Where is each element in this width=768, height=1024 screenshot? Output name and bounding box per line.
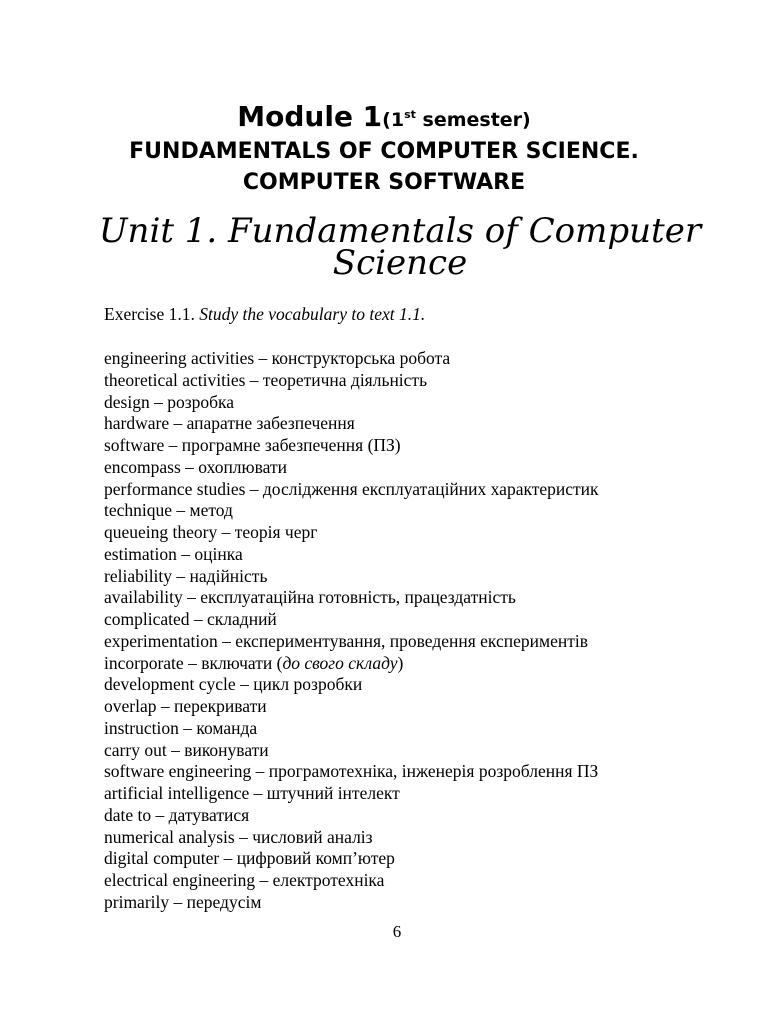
exercise-heading	[104, 304, 425, 325]
vocabulary-translation: числовий аналіз	[252, 826, 373, 847]
vocabulary-term: artificial intelligence	[104, 783, 250, 803]
vocabulary-separator: –	[234, 826, 253, 847]
vocabulary-separator: –	[251, 761, 269, 782]
vocabulary-translation: теорія черг	[234, 522, 318, 542]
vocabulary-separator: –	[172, 500, 190, 521]
vocabulary-separator: –	[169, 413, 187, 434]
vocabulary-term: theoretical activities	[104, 369, 246, 390]
vocabulary-term: queueing theory	[104, 522, 218, 542]
vocabulary-term: software engineering	[104, 761, 252, 782]
vocabulary-separator: –	[217, 522, 235, 542]
vocabulary-term: incorporate	[104, 652, 184, 673]
vocabulary-translation: дослідження експлуатаційних характеристик	[262, 478, 599, 499]
vocabulary-item	[104, 522, 599, 544]
vocabulary-term: design	[104, 391, 150, 412]
vocabulary-term: availability	[104, 587, 183, 608]
vocabulary-separator: –	[182, 587, 201, 608]
vocabulary-item	[104, 740, 599, 762]
vocabulary-item	[104, 631, 599, 653]
vocabulary-term: primarily	[104, 891, 170, 912]
vocabulary-term: instruction	[104, 717, 179, 738]
vocabulary-item	[104, 435, 599, 457]
vocabulary-translation: експлуатаційна готовність, працездатність	[200, 587, 516, 608]
vocabulary-separator: –	[249, 783, 267, 803]
vocabulary-separator: –	[172, 565, 190, 586]
vocabulary-item	[104, 392, 599, 414]
vocabulary-term: hardware	[104, 413, 170, 434]
module-title: Module 1	[237, 100, 383, 133]
vocabulary-translation: електротехніка	[272, 870, 385, 890]
vocabulary-note: до свого складу	[282, 652, 398, 673]
vocabulary-term: date to	[104, 804, 152, 825]
vocabulary-item	[104, 696, 599, 718]
vocabulary-separator: –	[176, 543, 195, 564]
vocabulary-separator: –	[217, 630, 236, 651]
vocabulary-item	[104, 348, 599, 370]
vocabulary-translation: експериментування, проведення експериментів	[235, 630, 588, 651]
vocabulary-term: numerical analysis	[104, 826, 235, 847]
vocabulary-translation: штучний інтелект	[266, 783, 400, 803]
vocabulary-term: overlap	[104, 696, 157, 716]
vocabulary-translation: програмотехніка, інженерія розроблення ПЗ	[268, 761, 599, 782]
vocabulary-list	[104, 348, 599, 914]
vocabulary-item	[104, 587, 599, 609]
vocabulary-item	[104, 674, 599, 696]
vocabulary-term: experimentation	[104, 630, 218, 651]
vocabulary-translation: програмне забезпечення (ПЗ)	[181, 435, 401, 455]
vocabulary-translation: виконувати	[184, 739, 269, 760]
vocabulary-item	[104, 718, 599, 740]
vocabulary-item	[104, 500, 599, 522]
vocabulary-separator: –	[245, 478, 263, 499]
module-heading	[0, 100, 768, 133]
vocabulary-translation: розробка	[167, 391, 235, 412]
vocabulary-separator: –	[151, 804, 169, 825]
vocabulary-translation: цикл розробки	[253, 674, 363, 695]
vocabulary-term: carry out	[104, 739, 167, 760]
vocabulary-term: complicated	[104, 609, 190, 629]
unit-title: Unit 1. Fundamentals of Computer Science	[98, 211, 702, 283]
vocabulary-item	[104, 848, 599, 870]
vocabulary-separator: –	[180, 456, 199, 477]
vocabulary-item	[104, 544, 599, 566]
vocabulary-term: performance studies	[104, 478, 246, 499]
vocabulary-separator: –	[189, 609, 208, 629]
vocabulary-item	[104, 761, 599, 783]
vocabulary-term: software	[104, 435, 165, 455]
vocabulary-item	[104, 783, 599, 805]
vocabulary-separator: –	[169, 891, 187, 912]
vocabulary-item	[104, 370, 599, 392]
vocabulary-translation: охоплювати	[198, 456, 287, 477]
vocabulary-item	[104, 805, 599, 827]
vocabulary-term: technique	[104, 500, 173, 521]
vocabulary-translation: команда	[196, 717, 258, 738]
page-number: 6	[392, 922, 402, 941]
vocabulary-item	[104, 479, 599, 501]
semester-superscript: st	[404, 108, 416, 121]
vocabulary-translation: метод	[189, 500, 233, 521]
vocabulary-item	[104, 870, 599, 892]
vocabulary-separator: –	[255, 870, 273, 890]
vocabulary-translation: цифровий комп’ютер	[236, 848, 395, 869]
vocabulary-translation: надійність	[189, 565, 268, 586]
vocabulary-term: electrical engineering	[104, 870, 256, 890]
vocabulary-item	[104, 892, 599, 914]
module-semester	[382, 109, 531, 131]
vocabulary-translation: включати (	[201, 652, 283, 673]
vocabulary-separator: –	[219, 848, 237, 869]
vocabulary-separator: –	[164, 435, 182, 455]
vocabulary-translation: датуватися	[168, 804, 250, 825]
vocabulary-separator: –	[245, 369, 263, 390]
vocabulary-term: digital computer	[104, 848, 220, 869]
semester-close: semester)	[415, 109, 531, 131]
vocabulary-term: development cycle	[104, 674, 236, 695]
vocabulary-item	[104, 413, 599, 435]
exercise-label: Exercise 1.1.	[104, 304, 195, 324]
vocabulary-term: reliability	[104, 565, 173, 586]
vocabulary-term: encompass	[104, 456, 181, 477]
vocabulary-item	[104, 566, 599, 588]
vocabulary-term: estimation	[104, 543, 177, 564]
vocabulary-item	[104, 827, 599, 849]
vocabulary-separator: –	[254, 348, 272, 368]
vocabulary-term: engineering activities	[104, 348, 255, 368]
section-heading-line-2: COMPUTER SOFTWARE	[242, 170, 526, 195]
vocabulary-translation: складний	[207, 609, 277, 629]
exercise-instruction: Study the vocabulary to text 1.1.	[199, 304, 426, 324]
section-heading-line-1: FUNDAMENTALS OF COMPUTER SCIENCE.	[129, 139, 639, 164]
vocabulary-separator: –	[235, 674, 254, 695]
vocabulary-separator: –	[183, 652, 202, 673]
semester-open: (1	[382, 109, 405, 131]
vocabulary-note-close: )	[397, 652, 404, 673]
vocabulary-translation: апаратне забезпечення	[186, 413, 355, 434]
vocabulary-translation: теоретична діяльність	[262, 369, 428, 390]
vocabulary-separator: –	[178, 717, 197, 738]
vocabulary-translation: перекривати	[173, 696, 267, 716]
vocabulary-item	[104, 653, 599, 675]
vocabulary-translation: передусім	[186, 891, 262, 912]
vocabulary-item	[104, 609, 599, 631]
vocabulary-separator: –	[166, 739, 185, 760]
vocabulary-separator: –	[149, 391, 168, 412]
vocabulary-separator: –	[156, 696, 174, 716]
vocabulary-translation: оцінка	[194, 543, 243, 564]
vocabulary-item	[104, 457, 599, 479]
vocabulary-translation: конструкторська робота	[271, 348, 451, 368]
